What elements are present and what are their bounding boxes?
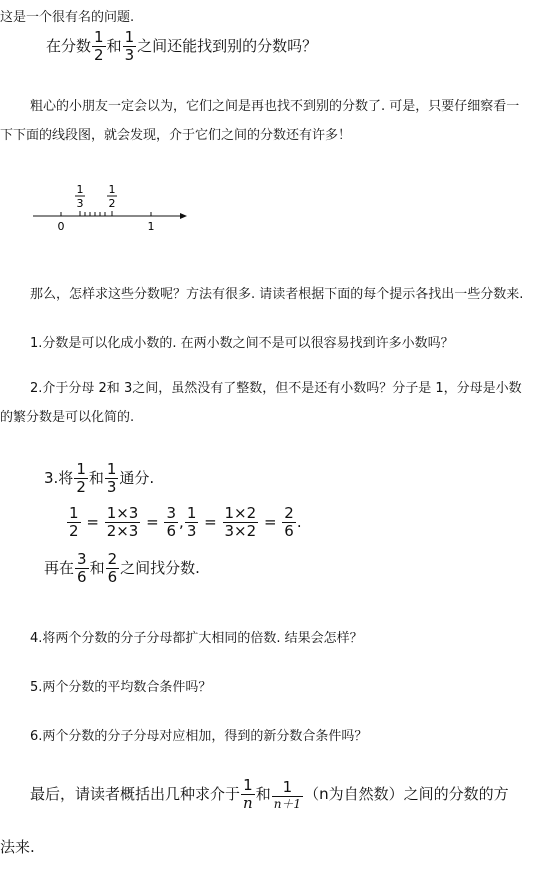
label-half-den: 2 xyxy=(108,197,116,210)
hint-2-line-1: 2.介于分母 2和 3之间，虽然没有了整数，但不是还有小数吗？分子是 1，分母是小数 xyxy=(30,381,522,396)
question-prefix: 在分数 xyxy=(46,37,92,55)
paragraph-2: 那么，怎样求这些分数呢？方法有很多. 请读者根据下面的每个提示各找出一些分数来. xyxy=(30,287,524,302)
fraction-half: $\frac{1}{2}$ xyxy=(94,28,104,64)
label-third-num: 1 xyxy=(76,183,84,196)
hint-5: 5.两个分数的平均数合条件吗？ xyxy=(30,680,212,695)
hint-3-line-3 xyxy=(44,552,200,585)
eq-sign-1: = xyxy=(86,513,99,531)
label-third-den: 3 xyxy=(76,197,84,210)
hint-3-find-and: 和 xyxy=(89,559,105,577)
final-fraction-one-over-n: $\frac{1}{n}$ xyxy=(243,776,253,812)
tick-one-label: 1 xyxy=(147,220,155,233)
hint-3-prefix: 3.将 xyxy=(44,469,74,487)
hint-2 xyxy=(0,374,522,432)
hint-1: 1.分数是可以化成小数的. 在两小数之间不是可以很容易找到许多小数吗？ xyxy=(30,336,454,351)
eq-sign-2: = xyxy=(146,513,159,531)
hint-3-fraction-three-sixths: $\frac{3}{6}$ xyxy=(77,550,87,586)
hint-3-fraction-half: $\frac{1}{2}$ xyxy=(76,460,86,496)
final-fraction-one-over-n-plus-1: $\frac{1}{n+1}$ xyxy=(273,777,302,811)
final-line-2: 法来. xyxy=(0,838,35,856)
hint-2-line-2: 的繁分数是可以化简的. xyxy=(0,410,135,425)
eq-frac-e: $\frac{1\times 2}{3\times 2}$ xyxy=(224,504,257,540)
fraction-third: $\frac{1}{3}$ xyxy=(124,28,135,64)
hint-3-find-suffix: 之间找分数. xyxy=(120,559,200,577)
final-prefix: 最后，请读者概括出几种求介于 xyxy=(30,785,241,803)
question-suffix: 之间还能找到别的分数吗？ xyxy=(137,37,318,55)
hint-3-equation xyxy=(66,506,302,539)
hint-3-line-1 xyxy=(44,462,154,495)
hint-3-fraction-third: $\frac{1}{3}$ xyxy=(106,460,117,496)
intro-line: 这是一个很有名的问题. xyxy=(0,10,135,25)
final-and: 和 xyxy=(255,785,271,803)
question-and: 和 xyxy=(106,37,122,55)
axis-arrow xyxy=(180,213,187,219)
eq-end: . xyxy=(296,513,302,531)
label-half-num: 1 xyxy=(108,183,116,196)
eq-frac-d: $\frac{1}{3}$ xyxy=(186,504,197,540)
eq-frac-b: $\frac{1\times 3}{2\times 3}$ xyxy=(106,504,139,540)
eq-sign-4: = xyxy=(263,513,277,531)
eq-sign-3: = xyxy=(204,513,217,531)
hint-3-and: 和 xyxy=(88,469,104,487)
hint-6: 6.两个分数的分子分母对应相加，得到的新分数合条件吗？ xyxy=(30,729,368,744)
hint-4: 4.将两个分数的分子分母都扩大相同的倍数. 结果会怎样？ xyxy=(30,631,363,646)
tick-zero-label: 0 xyxy=(57,220,65,233)
paragraph-1-line-1: 粗心的小朋友一定会以为，它们之间是再也找不到别的分数了. 可是，只要仔细察看一 xyxy=(30,99,520,114)
eq-frac-f: $\frac{2}{6}$ xyxy=(284,504,294,540)
hint-3-fraction-two-sixths: $\frac{2}{6}$ xyxy=(107,550,118,586)
number-line-diagram xyxy=(28,180,198,240)
hint-3-find-prefix: 再在 xyxy=(44,559,75,577)
final-line-1 xyxy=(30,778,509,811)
question-line xyxy=(46,30,317,63)
hint-3-suffix: 通分. xyxy=(119,469,155,487)
eq-separator: , xyxy=(179,513,184,531)
paragraph-1-line-2: 下下面的线段图，就会发现，介于它们之间的分数还有许多！ xyxy=(0,128,352,143)
final-suffix: （n为自然数）之间的分数的方 xyxy=(304,785,509,803)
eq-frac-a: $\frac{1}{2}$ xyxy=(69,504,79,540)
paragraph-1 xyxy=(0,92,519,150)
eq-frac-c: $\frac{3}{6}$ xyxy=(166,504,177,540)
